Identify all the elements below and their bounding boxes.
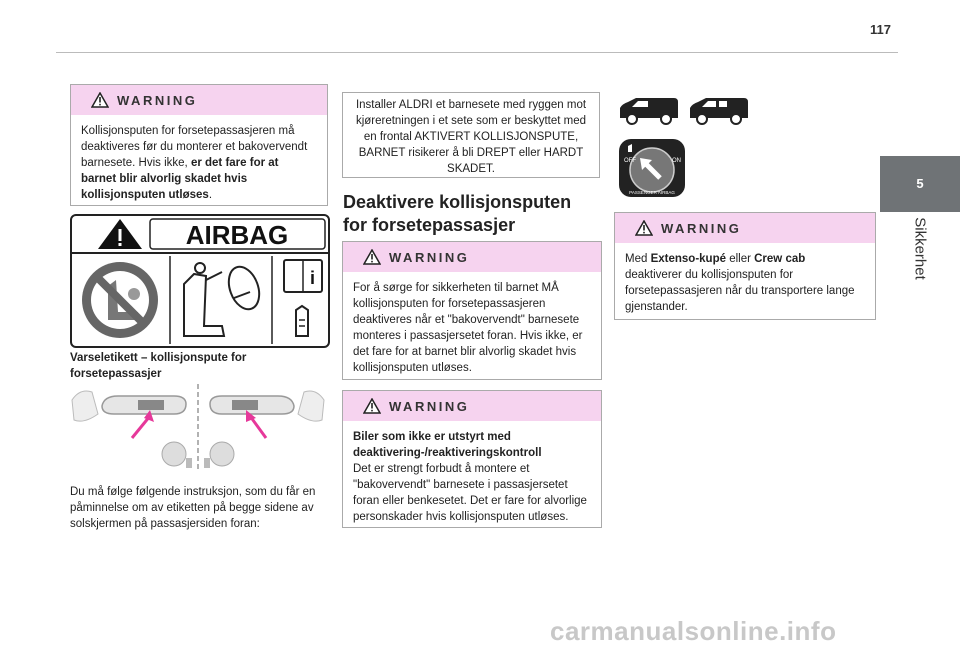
warning-box-3: [342, 390, 602, 528]
text-line: [81, 171, 317, 187]
text-line: [353, 445, 591, 461]
warning-text: [615, 243, 875, 323]
bold-text: kollisjonsputen utløses: [81, 189, 209, 201]
text-line: For å sørge for sikkerheten til barnet MÅ: [353, 282, 559, 294]
danger-info-box: [342, 92, 600, 178]
warning-text: [71, 115, 327, 211]
page-number: 117: [870, 22, 891, 37]
text-line: [81, 155, 317, 171]
warning-triangle-icon: [91, 92, 109, 108]
bold-text: deaktivering-/reaktiveringskontroll: [353, 447, 542, 459]
bold-text: Crew cab: [754, 253, 806, 265]
text-span: .: [208, 189, 213, 201]
text-span: Med: [625, 253, 651, 265]
text-line: det fare for at barnet blir alvorlig skadet hvis: [353, 346, 577, 358]
warning-triangle-icon: [363, 249, 381, 265]
warning-text: [343, 421, 601, 533]
heading-line: for forsetepassasjer: [343, 215, 516, 235]
warning-triangle-icon: [363, 398, 381, 414]
text-span: eller: [726, 253, 755, 265]
passenger-airbag-switch-icon: [618, 138, 686, 198]
warning-box-1: [70, 84, 328, 206]
section-heading: [343, 191, 571, 237]
text-line: SKADET.: [447, 163, 495, 175]
text-line: BARNET risikerer å bli DREPT eller HARDT: [358, 147, 584, 159]
text-line: Installer ALDRI et barnesete med ryggen mot: [355, 99, 587, 111]
warning-triangle-icon: [635, 220, 653, 236]
warning-title: WARNING: [661, 221, 742, 236]
caption-line: Varseletikett – kollisjonspute for: [70, 352, 247, 364]
text-line: forsetepassasjeren når du transportere lange: [625, 285, 855, 297]
text-line: "bakovervendt" barnesete i passasjersetet: [353, 479, 568, 491]
header-rule: [56, 52, 898, 53]
text-line: solskjermen på passasjersiden foran:: [70, 518, 260, 530]
text-line: deaktiverer du kollisjonsputen for: [625, 269, 794, 281]
switch-on-label: ON: [672, 158, 681, 164]
switch-off-label: OFF: [624, 158, 636, 164]
warning-header: [615, 213, 875, 243]
chapter-title-box: [880, 212, 960, 292]
text-line: gjenstander.: [625, 301, 688, 313]
instruction-paragraph: [70, 484, 315, 532]
text-line: [81, 187, 317, 203]
text-line: [353, 429, 591, 445]
van-icon: [618, 96, 680, 126]
bold-text: Extenso-kupé: [650, 253, 726, 265]
text-line: kollisjonsputen utløses.: [353, 362, 472, 374]
text-line: personskader hvis kollisjonsputen utløses.: [353, 511, 569, 523]
chapter-title: Sikkerhet: [911, 217, 929, 280]
van-crew-cab-icon: [688, 96, 750, 126]
text-line: monteres i passasjersetet foran. Hvis ikke, er: [353, 330, 583, 342]
caption-line: forsetepassasjer: [70, 368, 162, 380]
text-line: kollisjonsputen for forsetepassasjeren: [353, 298, 546, 310]
bold-text: barnet blir alvorlig skadet hvis: [81, 173, 248, 185]
text-line: Du må følge følgende instruksjon, som du får en: [70, 486, 316, 498]
watermark: carmanualsonline.info: [550, 616, 837, 646]
warning-title: WARNING: [389, 250, 470, 265]
text-line: kjøreretningen i et sete som er beskyttet med: [355, 115, 587, 127]
airbag-text: AIRBAG: [185, 220, 289, 250]
warning-title: WARNING: [117, 93, 198, 108]
text-line: en frontal AKTIVERT KOLLISJONSPUTE,: [363, 131, 579, 143]
warning-box-4: [614, 212, 876, 320]
bold-text: Biler som ikke er utstyrt med: [353, 431, 511, 443]
chapter-number: 5: [916, 176, 924, 191]
warning-header: [71, 85, 327, 115]
warning-text: [343, 272, 601, 384]
warning-header: [343, 391, 601, 421]
airbag-label-graphic: [72, 216, 328, 346]
switch-caption: PASSENGER AIRBAG: [629, 190, 675, 195]
warning-box-2: [342, 241, 602, 380]
text-line: deaktiveres før du monterer et bakovervendt: [81, 141, 308, 153]
warning-header: [343, 242, 601, 272]
label-caption: [70, 350, 246, 382]
warning-title: WARNING: [389, 399, 470, 414]
airbag-warning-label: [70, 214, 330, 348]
chapter-tab[interactable]: [880, 156, 960, 212]
sun-visor-illustration: [70, 380, 326, 472]
text-line: Kollisjonsputen for forsetepassasjeren må: [81, 125, 295, 137]
text-line: foran eller benkesetet. Det er fare for alvorlige: [353, 495, 587, 507]
svg-text:i: i: [310, 268, 316, 288]
text-line: deaktiveres når et "bakovervendt" barnesete: [353, 314, 580, 326]
text-span: barnesete. Hvis ikke,: [81, 157, 191, 169]
heading-line: Deaktivere kollisjonsputen: [343, 192, 572, 212]
text-line: påminnelse om av etiketten på begge sidene av: [70, 502, 314, 514]
text-line: Det er strengt forbudt å montere et: [353, 463, 530, 475]
bold-text: er det fare for at: [190, 157, 279, 169]
text-line: [625, 251, 865, 267]
